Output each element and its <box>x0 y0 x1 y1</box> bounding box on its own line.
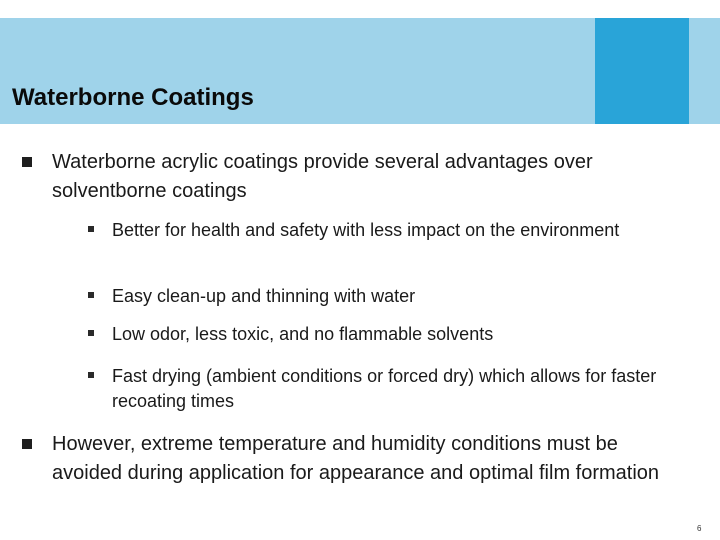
sub-bullet-low-odor <box>112 322 692 347</box>
small-square-bullet-icon <box>88 292 94 298</box>
slide-title: Waterborne Coatings <box>12 84 254 111</box>
sub-bullet-text: Better for health and safety with less impact on the environment <box>112 220 620 240</box>
bullet-text: Waterborne acrylic coatings provide several advantages over solventborne coatings <box>52 151 593 202</box>
small-square-bullet-icon <box>88 330 94 336</box>
sub-bullet-health-safety <box>112 218 692 243</box>
header-accent-block <box>595 18 689 124</box>
sub-bullet-text: Easy clean-up and thinning with water <box>112 286 416 306</box>
small-square-bullet-icon <box>88 372 94 378</box>
sub-bullet-cleanup <box>112 284 692 309</box>
bullet-text: However, extreme temperature and humidity conditions must be avoided during application for appearance and optimal film formation <box>52 433 660 484</box>
small-square-bullet-icon <box>88 226 94 232</box>
sub-bullet-text: Low odor, less toxic, and no flammable solvents <box>112 324 494 344</box>
sub-bullet-text: Fast drying (ambient conditions or forced dry) which allows for faster recoating times <box>112 366 657 411</box>
square-bullet-icon <box>22 439 32 449</box>
sub-bullet-fast-drying <box>112 364 692 414</box>
square-bullet-icon <box>22 157 32 167</box>
bullet-advantages <box>52 148 692 206</box>
page-number: 6 <box>697 524 702 533</box>
bullet-however <box>52 430 692 488</box>
